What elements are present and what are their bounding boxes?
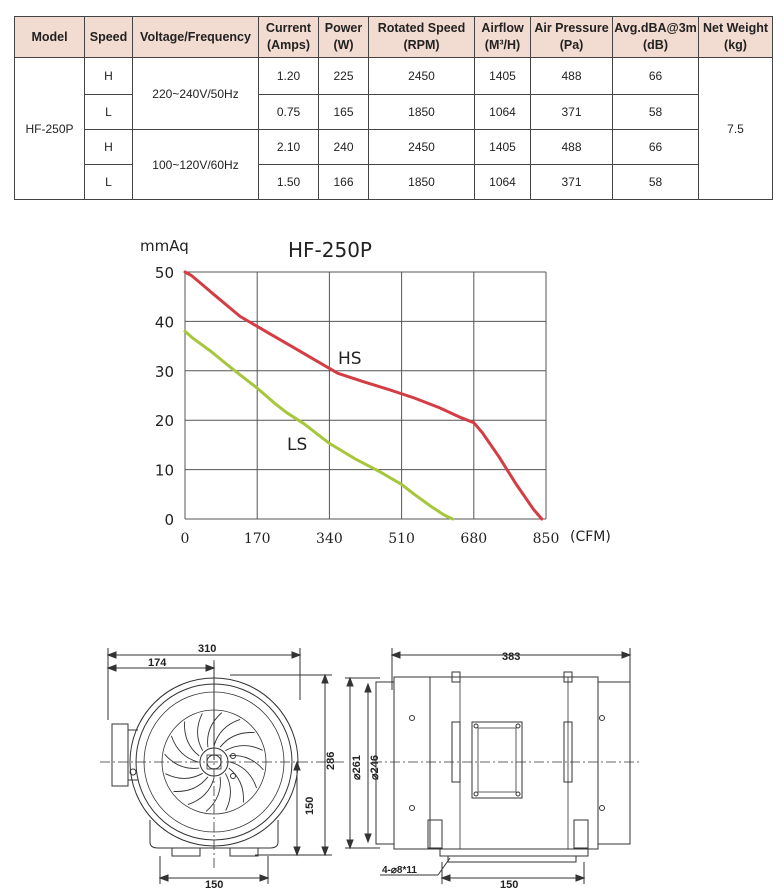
side-view	[345, 648, 640, 891]
dim-286: 286	[325, 751, 337, 770]
dim-150-base: 150	[205, 879, 224, 891]
impeller-blade	[171, 736, 198, 762]
table-header-row	[15, 17, 773, 58]
impeller-blade	[230, 762, 257, 788]
x-tick-label: 510	[388, 531, 415, 547]
impeller-blade	[188, 778, 214, 805]
x-tick-label: 340	[316, 531, 343, 547]
dim-150-bottom: 150	[500, 879, 519, 891]
chart-title: HF-250P	[288, 238, 372, 262]
y-tick-labels	[155, 264, 174, 529]
dim-d246: ⌀246	[369, 755, 381, 780]
power-cell: 165	[319, 95, 369, 130]
dba-cell: 58	[613, 165, 699, 200]
series-label-hs: HS	[338, 349, 362, 369]
airflow-cell: 1405	[475, 58, 531, 95]
series-line-ls	[185, 331, 453, 519]
rpm-cell: 1850	[369, 165, 475, 200]
header-pressure: Air Pressure (Pa)	[531, 17, 613, 58]
current-cell: 2.10	[259, 130, 319, 165]
y-tick-label: 20	[154, 412, 174, 431]
front-view	[100, 643, 345, 891]
impeller-blade	[198, 713, 203, 750]
x-tick-labels	[181, 531, 560, 547]
impeller-blade	[225, 773, 230, 810]
series-label-ls: LS	[287, 435, 308, 455]
dim-174: 174	[148, 657, 167, 669]
dim-d261: ⌀261	[351, 755, 363, 780]
y-tick-label: 30	[154, 362, 174, 381]
airflow-cell: 1064	[475, 165, 531, 200]
impeller-blade	[165, 773, 202, 778]
header-model: Model	[15, 17, 85, 58]
table-row	[15, 95, 773, 130]
header-dba: Avg.dBA@3m (dB)	[613, 17, 699, 58]
spec-table	[14, 16, 773, 200]
power-cell: 225	[319, 58, 369, 95]
hole-spec: 4-⌀8*11	[382, 865, 417, 876]
y-tick-label: 50	[154, 264, 174, 282]
power-cell: 240	[319, 130, 369, 165]
dba-cell: 66	[613, 58, 699, 95]
current-cell: 1.50	[259, 165, 319, 200]
performance-chart	[0, 228, 784, 558]
model-cell: HF-250P	[15, 58, 85, 200]
x-tick-label: 0	[180, 531, 190, 547]
series-line-hs	[185, 272, 542, 519]
impeller-blade	[225, 746, 262, 751]
dba-cell: 58	[613, 95, 699, 130]
dim-150-height: 150	[304, 796, 316, 815]
impeller-blade	[214, 719, 240, 746]
impeller-blade	[174, 777, 208, 792]
table-row	[15, 130, 773, 165]
voltage-cell: 220~240V/50Hz	[133, 58, 259, 130]
power-cell: 166	[319, 165, 369, 200]
pressure-cell: 371	[531, 165, 613, 200]
impeller-blade	[206, 777, 220, 812]
y-tick-label: 0	[164, 511, 174, 529]
table-row	[15, 58, 773, 95]
y-axis-unit: mmAq	[140, 237, 189, 255]
header-voltage: Voltage/Frequency	[133, 17, 259, 58]
header-airflow: Airflow (M³/H)	[475, 17, 531, 58]
speed-cell: H	[85, 58, 133, 95]
x-axis-unit: (CFM)	[570, 529, 611, 545]
y-tick-label: 10	[154, 461, 174, 480]
airflow-cell: 1405	[475, 130, 531, 165]
x-tick-label: 850	[532, 531, 560, 547]
rpm-cell: 2450	[369, 58, 475, 95]
pressure-cell: 371	[531, 95, 613, 130]
speed-cell: L	[85, 95, 133, 130]
impeller-blade	[208, 713, 222, 748]
rpm-cell: 1850	[369, 95, 475, 130]
x-tick-label: 170	[243, 531, 271, 547]
header-speed: Speed	[85, 17, 133, 58]
table-row	[15, 165, 773, 200]
y-tick-label: 40	[154, 313, 174, 332]
chart-series	[185, 272, 542, 519]
speed-cell: H	[85, 130, 133, 165]
current-cell: 0.75	[259, 95, 319, 130]
x-tick-label: 680	[460, 531, 488, 547]
dimension-drawing	[0, 620, 784, 892]
voltage-cell: 100~120V/60Hz	[133, 130, 259, 200]
impeller-blade	[229, 768, 244, 802]
header-current: Current (Amps)	[259, 17, 319, 58]
impeller-blade	[229, 756, 264, 770]
weight-cell: 7.5	[699, 58, 773, 200]
dim-310: 310	[198, 643, 217, 655]
header-weight: Net Weight (kg)	[699, 17, 773, 58]
current-cell: 1.20	[259, 58, 319, 95]
header-rpm: Rotated Speed (RPM)	[369, 17, 475, 58]
impeller-blade	[184, 722, 199, 756]
airflow-cell: 1064	[475, 95, 531, 130]
dim-383: 383	[502, 651, 521, 663]
pressure-cell: 488	[531, 58, 613, 95]
pressure-cell: 488	[531, 130, 613, 165]
impeller-blade	[165, 754, 200, 768]
header-power: Power (W)	[319, 17, 369, 58]
speed-cell: L	[85, 165, 133, 200]
impeller-blade	[220, 732, 254, 747]
rpm-cell: 2450	[369, 130, 475, 165]
dba-cell: 66	[613, 130, 699, 165]
chart-grid	[185, 272, 546, 519]
